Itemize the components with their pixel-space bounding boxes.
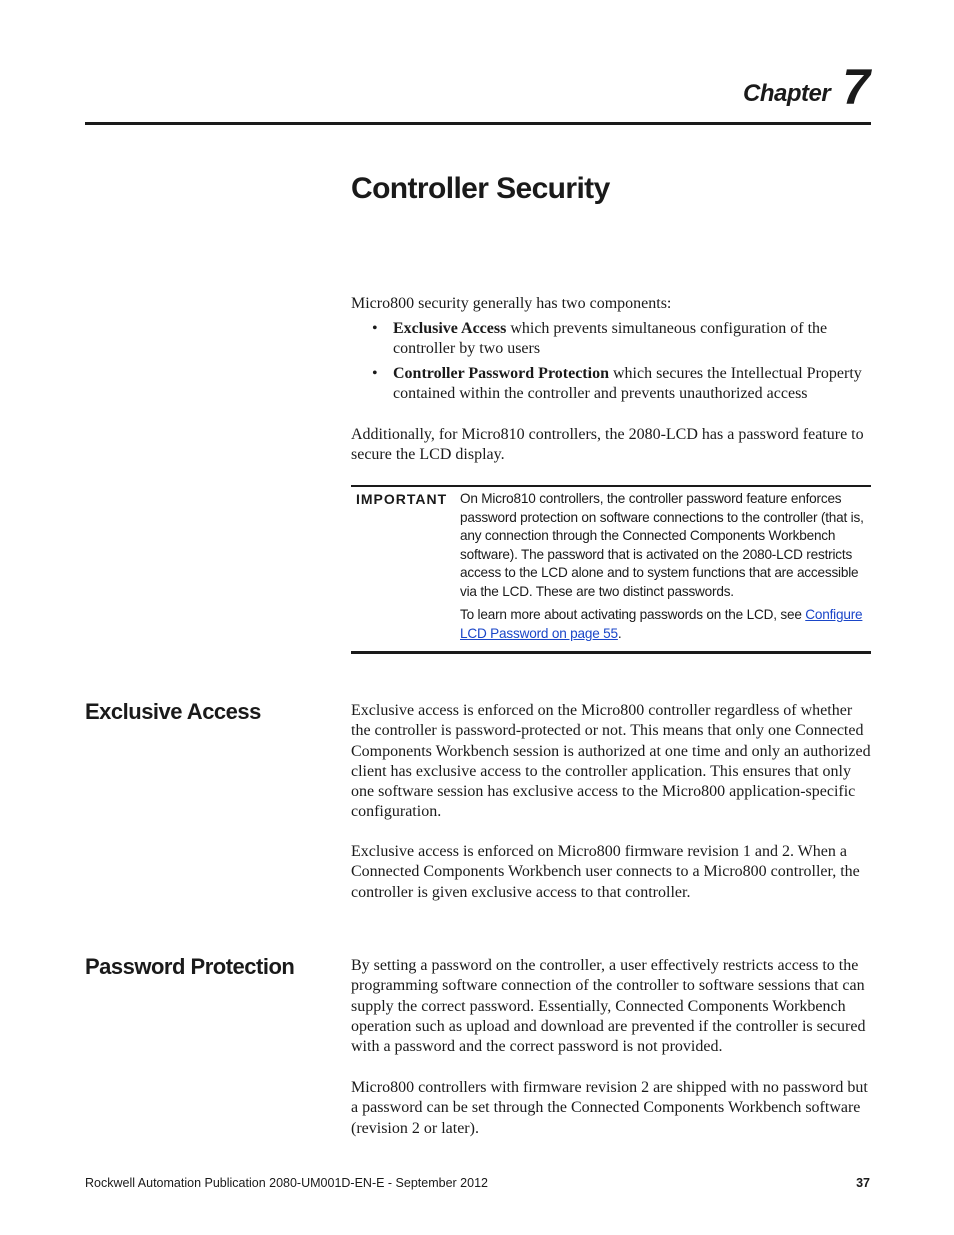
intro-additional: Additionally, for Micro810 controllers, the 2080-LCD has a password feature to secure the LCD display. — [351, 426, 864, 464]
configure-lcd-password-link[interactable]: Configure LCD Password on page 55 — [460, 607, 863, 641]
learn-more-suffix: . — [617, 625, 622, 641]
list-item-text: which secures the Intellectual Property contained within the controller and prevents unauthorized access — [393, 365, 862, 403]
chapter-label: Chapter — [743, 80, 831, 107]
chapter-heading — [743, 59, 870, 115]
list-item-bold: Exclusive Access — [393, 320, 507, 337]
exclusive-access-paragraph: Exclusive access is enforced on Micro800 firmware revision 1 and 2. When a Connected Components Workbench user connects to a Micro800 controller, the controller is given exclusive access to that controller. — [351, 843, 860, 901]
component-list — [372, 319, 872, 409]
important-label: IMPORTANT — [356, 491, 448, 507]
list-item — [372, 319, 872, 360]
password-protection-paragraph: By setting a password on the controller, a user effectively restricts access to the programming software connection of the controller to software sessions that can supply the correct password. Essentially, Connected Components Workbench operation such as upload and download are prevented if the controller is secured with a password and the correct password is not provided. — [351, 957, 866, 1056]
list-item-text: which prevents simultaneous configuration of the controller by two users — [393, 320, 828, 358]
page-number: 37 — [856, 1176, 870, 1190]
section-heading-exclusive-access: Exclusive Access — [85, 699, 261, 724]
password-protection-paragraph: Micro800 controllers with firmware revision 2 are shipped with no password but a password can be set through the Connected Components Workbench software (revision 2 or later). — [351, 1079, 868, 1137]
chapter-divider — [85, 122, 871, 125]
footer-publication: Rockwell Automation Publication 2080-UM001D-EN-E - September 2012 — [85, 1176, 488, 1190]
bullet-icon: • — [372, 320, 378, 337]
exclusive-access-paragraph: Exclusive access is enforced on the Micro800 controller regardless of whether the controller is password-protected or not. This means that only one Connected Components Workbench session is authorized at one time and only an authorized client has exclusive access to the controller application. This ensures that only one software session has exclusive access to the Micro800 application-specific configuration. — [351, 702, 871, 821]
bullet-icon: • — [372, 365, 378, 383]
important-callout — [351, 485, 871, 654]
intro-lead: Micro800 security generally has two components: — [351, 295, 672, 312]
chapter-number: 7 — [842, 59, 870, 115]
list-item-bold: Controller Password Protection — [393, 365, 609, 383]
page-title: Controller Security — [351, 172, 610, 205]
important-text: On Micro810 controllers, the controller password feature enforces password protection on software connections to the controller (that is, any connection through the Connected Components Workbench software). The password that is activated on the 2080-LCD restricts access to the LCD alone and to system functions that are accessible via the LCD. These are two distinct passwords. — [460, 491, 864, 599]
learn-more-prefix: To learn more about activating passwords on the LCD, see — [460, 607, 806, 622]
important-learn-more — [460, 606, 870, 643]
section-heading-password-protection: Password Protection — [85, 954, 295, 979]
list-item — [372, 364, 872, 405]
